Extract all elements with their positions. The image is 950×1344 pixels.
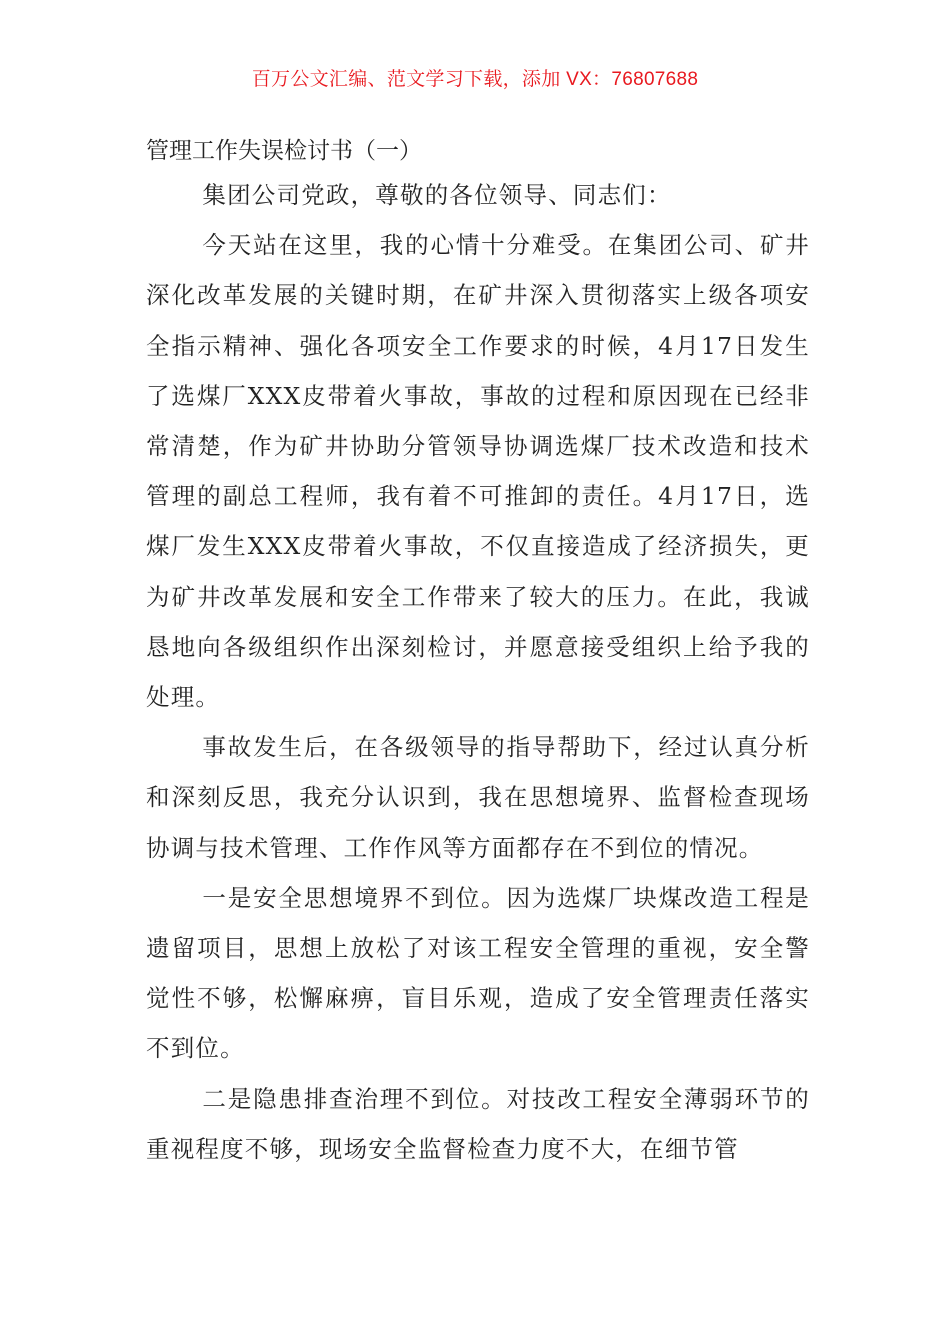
body-paragraph: 二是隐患排查治理不到位。对技改工程安全薄弱环节的重视程度不够，现场安全监督检查力度不大，在细节管 [146,1084,810,1163]
document-title: 管理工作失误检讨书（一） [146,138,422,164]
watermark-banner: 百万公文汇编、范文学习下载，添加 VX：76807688 [251,69,699,90]
document-body [146,170,810,1174]
salutation-paragraph: 集团公司党政，尊敬的各位领导、同志们： [202,181,672,209]
body-paragraph: 今天站在这里，我的心情十分难受。在集团公司、矿井深化改革发展的关键时期，在矿井深入贯彻落实上级各项安全指示精神、强化各项安全工作要求的时候，4月17日发生了选煤厂XXX皮带着火事故，事故的过程和原因现在已经非常清楚，作为矿井协助分管领导协调选煤厂技术改造和技术管理的副总工程师，我有着不可推卸的责任。4月17日，选煤厂发生XXX皮带着火事故，不仅直接造成了经济损失，更为矿井改革发展和安全工作带来了较大的压力。在此，我诚恳地向各级组织作出深刻检讨，并愿意接受组织上给予我的处理。 [146,231,810,712]
body-paragraph: 一是安全思想境界不到位。因为选煤厂块煤改造工程是遗留项目，思想上放松了对该工程安全管理的重视，安全警觉性不够，松懈麻痹，盲目乐观，造成了安全管理责任落实不到位。 [146,883,810,1063]
body-paragraph: 事故发生后，在各级领导的指导帮助下，经过认真分析和深刻反思，我充分认识到，我在思想境界、监督检查现场协调与技术管理、工作作风等方面都存在不到位的情况。 [146,733,810,862]
